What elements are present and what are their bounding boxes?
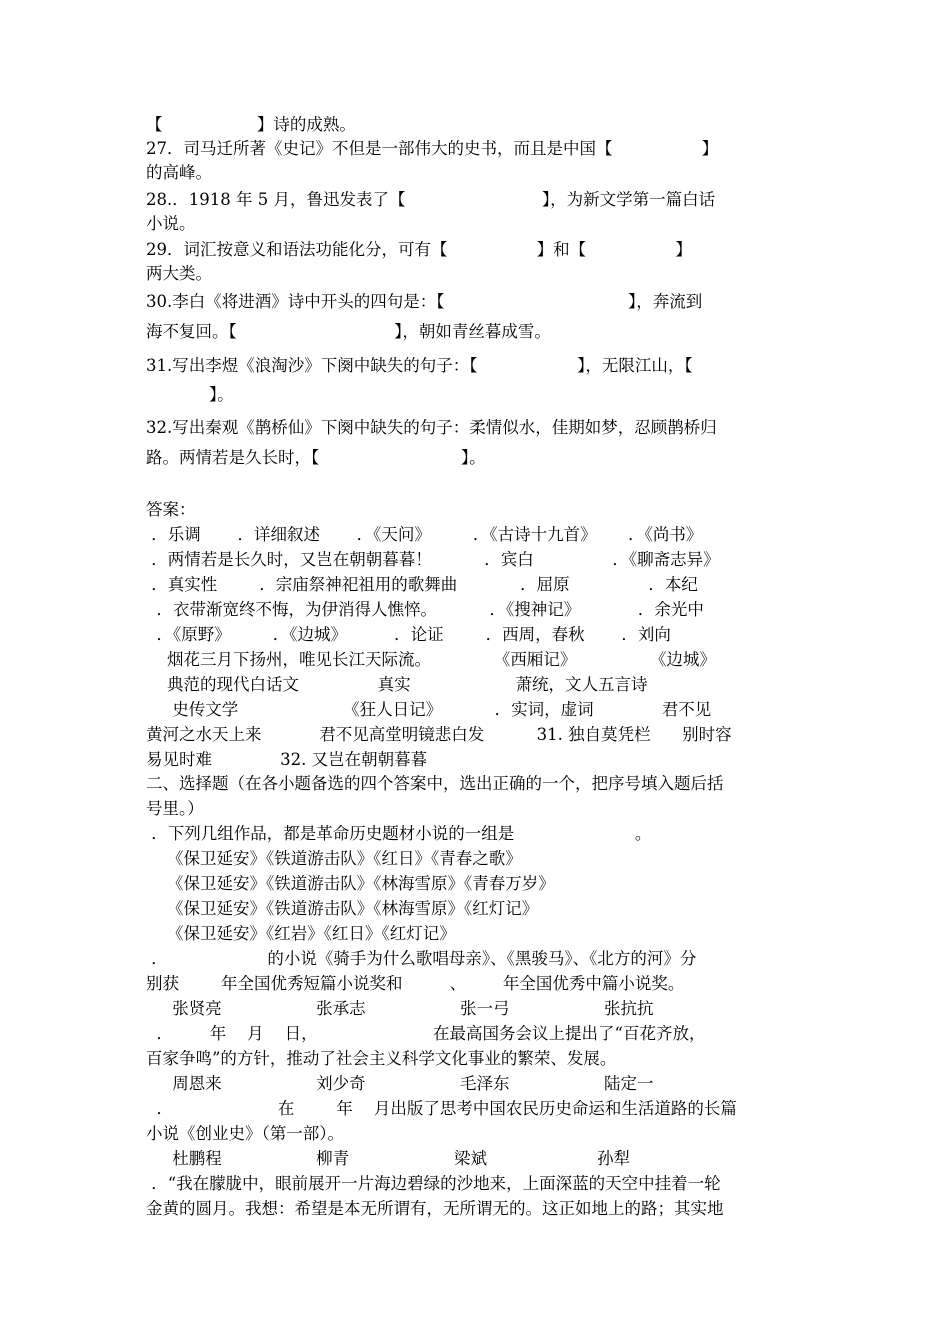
text-line: 32.写出秦观《鹊桥仙》下阕中缺失的句子：柔情似水，佳期如梦，忍顾鹊桥归 [146, 418, 717, 437]
text-line: 周恩来 刘少奇 毛泽东 陆定一 [146, 1074, 654, 1093]
text-line: 小说。 [146, 214, 196, 233]
answers-heading: 答案： [146, 500, 196, 519]
text-line: ．乐调 ．详细叙述 ．《天问》 ．《古诗十九首》 ．《尚书》 [146, 525, 703, 544]
text-line: 烟花三月下扬州，唯见长江天际流。 《西厢记》 《边城》 [146, 650, 716, 669]
text-line: 31.写出李煜《浪淘沙》下阕中缺失的句子：【 】，无限江山，【 [146, 356, 693, 375]
text-line: 两大类。 [146, 264, 212, 283]
text-line: 易见时难 32. 又岂在朝朝暮暮 [146, 750, 428, 769]
text-line: 【 】诗的成熟。 [146, 115, 356, 134]
text-line: 史传文学 《狂人日记》 ．实词，虚词 君不见 [146, 700, 712, 719]
text-line: 海不复回。【 】，朝如青丝暮成雪。 [146, 322, 551, 341]
text-line: 30.李白《将进酒》诗中开头的四句是：【 】，奔流到 [146, 292, 703, 311]
text-line: 27．司马迁所著《史记》不但是一部伟大的史书，而且是中国【 】 [146, 139, 719, 158]
text-line: 黄河之水天上来 君不见高堂明镜悲白发 31. 独自莫凭栏 别时容 [146, 725, 732, 744]
text-line: 杜鹏程 柳青 梁斌 孙犁 [146, 1149, 631, 1168]
text-line: 】。 [146, 385, 234, 404]
text-line: 《保卫延安》《铁道游击队》《林海雪原》《青春万岁》 [146, 874, 555, 893]
text-line: ． 在 年 月出版了思考中国农民历史命运和生活道路的长篇 [146, 1099, 737, 1118]
text-line: 号里。） [146, 799, 204, 818]
text-line: ．真实性 ．宗庙祭神祀祖用的歌舞曲 ．屈原 ．本纪 [146, 575, 698, 594]
text-line: 别获 年全国优秀短篇小说奖和 、 年全国优秀中篇小说奖。 [146, 974, 685, 993]
text-line: ．下列几组作品，都是革命历史题材小说的一组是 。 [146, 824, 652, 843]
text-line: ．“我在朦胧中，眼前展开一片海边碧绿的沙地来，上面深蓝的天空中挂着一轮 [146, 1174, 721, 1193]
text-line: 小说《创业史》（第一部）。 [146, 1124, 344, 1143]
text-line: 百家争鸣”的方针，推动了社会主义科学文化事业的繁荣、发展。 [146, 1049, 617, 1068]
text-line: 张贤亮 张承志 张一弓 张抗抗 [146, 999, 654, 1018]
text-line: 金黄的圆月。我想：希望是本无所谓有，无所谓无的。这正如地上的路；其实地 [146, 1199, 724, 1218]
text-line: ．衣带渐宽终不悔，为伊消得人憔悴。 ．《搜神记》 ．余光中 [146, 600, 704, 619]
text-line: ．两情若是长久时，又岂在朝朝暮暮！ ．宾白 ．《聊斋志异》 [146, 550, 720, 569]
section-heading: 二、选择题（在各小题备选的四个答案中，选出正确的一个，把序号填入题后括 [146, 774, 724, 793]
text-line: 的高峰。 [146, 163, 212, 182]
text-line: 《保卫延安》《铁道游击队》《林海雪原》《红灯记》 [146, 899, 539, 918]
text-line: 《保卫延安》《铁道游击队》《红日》《青春之歌》 [146, 849, 522, 868]
text-line: 《保卫延安》《红岩》《红日》《红灯记》 [146, 924, 456, 943]
text-line: ． 的小说《骑手为什么歌唱母亲》、《黑骏马》、《北方的河》分 [146, 949, 697, 968]
text-line: 28.．1918 年 5 月，鲁迅发表了【 】，为新文学第一篇白话 [146, 190, 716, 209]
text-line: 路。两情若是久长时，【 】。 [146, 448, 486, 467]
text-line: 典范的现代白话文 真实 萧统，文人五言诗 [146, 675, 648, 694]
text-line: ． 年 月 日， 在最高国务会议上提出了“百花齐放， [146, 1024, 706, 1043]
text-line: 29．词汇按意义和语法功能化分，可有【 】和【 】 [146, 240, 692, 259]
text-line: ．《原野》 ．《边城》 ．论证 ．西周，春秋 ．刘向 [146, 625, 671, 644]
